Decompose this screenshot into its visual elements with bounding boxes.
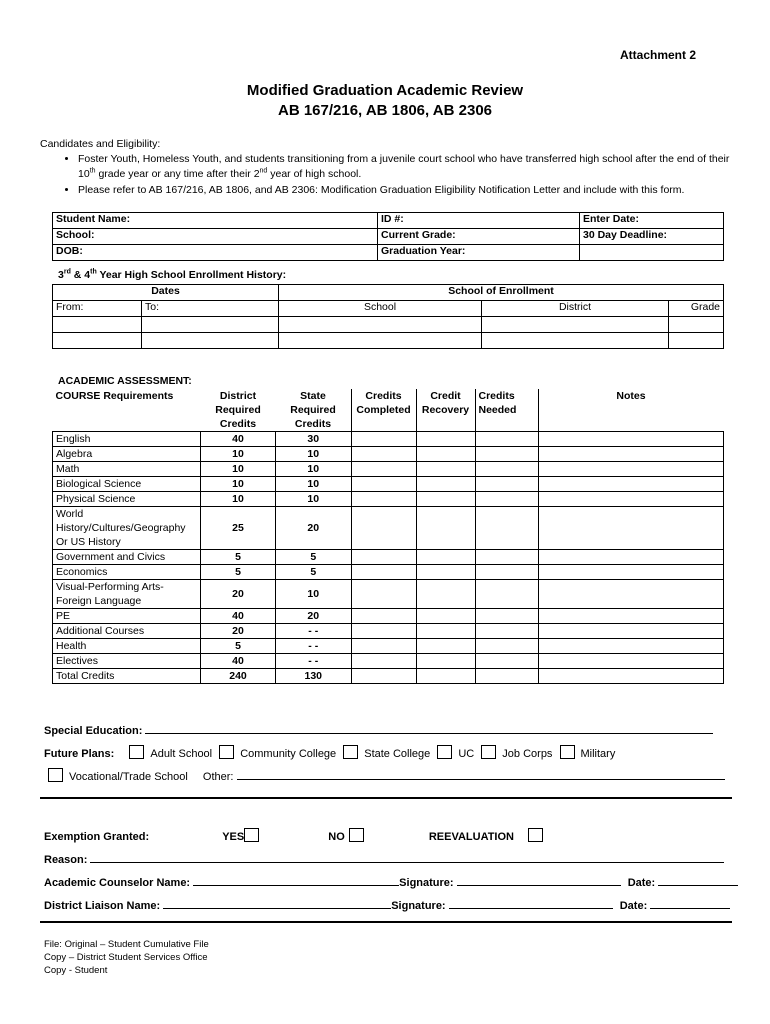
- academic-title: ACADEMIC ASSESSMENT:: [58, 375, 192, 387]
- enrollment-row[interactable]: [53, 333, 724, 349]
- notes-cell[interactable]: [538, 492, 724, 507]
- credits-completed-cell[interactable]: [351, 550, 416, 565]
- course-name: Economics: [53, 565, 201, 580]
- credit-recovery-cell[interactable]: [416, 550, 475, 565]
- enrollment-row[interactable]: [53, 317, 724, 333]
- course-row: [53, 609, 724, 624]
- student-info-table: [52, 212, 724, 261]
- district-credits: 10: [201, 492, 276, 507]
- school-field[interactable]: School:: [53, 229, 378, 245]
- credits-needed-cell[interactable]: [475, 462, 538, 477]
- credit-recovery-cell[interactable]: [416, 565, 475, 580]
- form-title: Modified Graduation Academic Review: [246, 82, 524, 99]
- attachment-label: Attachment 2: [620, 48, 697, 62]
- special-education-input[interactable]: [145, 722, 713, 734]
- notes-header: Notes: [538, 389, 724, 432]
- course-name: Math: [53, 462, 201, 477]
- notes-cell[interactable]: [538, 477, 724, 492]
- vocational-checkbox[interactable]: [48, 768, 63, 782]
- credits-needed-cell[interactable]: [475, 477, 538, 492]
- notes-cell[interactable]: [538, 432, 724, 447]
- footer-line: Copy - Student: [44, 965, 108, 976]
- course-name: Health: [53, 639, 201, 654]
- reevaluation-checkbox[interactable]: [528, 828, 543, 842]
- enrollment-title: 3rd & 4th Year High School Enrollment History:: [58, 268, 287, 281]
- reason-line: Reason:: [44, 851, 724, 866]
- counselor-line: Academic Counselor Name: Signature: Date:: [44, 874, 738, 889]
- credit-recovery-cell[interactable]: [416, 609, 475, 624]
- liaison-date-input[interactable]: [650, 897, 730, 909]
- credits-needed-cell[interactable]: [475, 507, 538, 550]
- course-name: Algebra: [53, 447, 201, 462]
- course-name: Additional Courses: [53, 624, 201, 639]
- graduation-year-field[interactable]: Graduation Year:: [378, 245, 580, 261]
- course-row: [53, 550, 724, 565]
- credits-completed-cell[interactable]: [351, 580, 416, 609]
- credit-recovery-cell[interactable]: [416, 492, 475, 507]
- district-credits: 40: [201, 609, 276, 624]
- state-credits: 5: [276, 565, 352, 580]
- other-input[interactable]: [237, 768, 725, 780]
- credits-completed-cell[interactable]: [351, 609, 416, 624]
- uc-checkbox[interactable]: [437, 745, 452, 759]
- no-checkbox[interactable]: [349, 828, 364, 842]
- course-row: [53, 624, 724, 639]
- course-row: [53, 462, 724, 477]
- credits-completed-cell[interactable]: [351, 447, 416, 462]
- counselor-signature-input[interactable]: [457, 874, 621, 886]
- credits-completed-cell[interactable]: [351, 624, 416, 639]
- notes-cell[interactable]: [538, 507, 724, 550]
- course-header: COURSE Requirements: [55, 390, 174, 402]
- credits-completed-cell[interactable]: [351, 654, 416, 669]
- credit-recovery-cell[interactable]: [416, 462, 475, 477]
- state-credits: 5: [276, 550, 352, 565]
- deadline-field[interactable]: 30 Day Deadline:: [580, 229, 724, 245]
- course-row: [53, 477, 724, 492]
- district-credits-header: District Required Credits: [215, 390, 261, 430]
- notes-cell[interactable]: [538, 550, 724, 565]
- credits-needed-cell[interactable]: [475, 609, 538, 624]
- form-subtitle: AB 167/216, AB 1806, AB 2306: [277, 102, 492, 119]
- state-credits: 30: [276, 432, 352, 447]
- course-row: [53, 492, 724, 507]
- credit-recovery-cell[interactable]: [416, 580, 475, 609]
- credits-completed-cell[interactable]: [351, 565, 416, 580]
- enter-date-field[interactable]: Enter Date:: [580, 213, 724, 229]
- credit-recovery-cell[interactable]: [416, 477, 475, 492]
- credits-completed-cell[interactable]: [351, 462, 416, 477]
- credits-needed-cell[interactable]: [475, 639, 538, 654]
- counselor-name-input[interactable]: [193, 874, 399, 886]
- state-credits-header: State Required Credits: [290, 390, 336, 430]
- credits-needed-header: Credits Needed: [475, 389, 538, 432]
- notes-cell[interactable]: [538, 565, 724, 580]
- district-credits: 20: [201, 624, 276, 639]
- course-row: [53, 580, 724, 609]
- credit-recovery-cell[interactable]: [416, 669, 475, 684]
- credits-needed-cell[interactable]: [475, 669, 538, 684]
- district-credits: 25: [201, 507, 276, 550]
- divider: [40, 797, 732, 799]
- job-corps-checkbox[interactable]: [481, 745, 496, 759]
- notes-cell[interactable]: [538, 639, 724, 654]
- footer-line: File: Original – Student Cumulative File: [44, 939, 209, 950]
- state-credits: 10: [276, 447, 352, 462]
- credits-completed-cell[interactable]: [351, 639, 416, 654]
- course-row: [53, 565, 724, 580]
- credit-recovery-cell[interactable]: [416, 624, 475, 639]
- state-college-checkbox[interactable]: [343, 745, 358, 759]
- reason-input[interactable]: [90, 851, 724, 863]
- future-plans-row: Future Plans: Adult School Community College State College UC Job Corps Military: [44, 745, 615, 760]
- district-credits: 10: [201, 447, 276, 462]
- footer-line: Copy – District Student Services Office: [44, 952, 208, 963]
- from-header: From:: [53, 301, 142, 317]
- district-credits: 5: [201, 550, 276, 565]
- special-education-line[interactable]: Special Education:: [44, 722, 713, 737]
- district-credits: 20: [201, 580, 276, 609]
- community-college-checkbox[interactable]: [219, 745, 234, 759]
- id-field[interactable]: ID #:: [378, 213, 580, 229]
- credit-recovery-cell[interactable]: [416, 654, 475, 669]
- notes-cell[interactable]: [538, 447, 724, 462]
- course-name: World History/Cultures/Geography Or US History: [53, 507, 201, 550]
- school-enrollment-header: School of Enrollment: [279, 285, 724, 301]
- state-credits: 10: [276, 580, 352, 609]
- eligibility-list: [60, 152, 738, 199]
- district-credits: 240: [201, 669, 276, 684]
- credits-completed-cell[interactable]: [351, 492, 416, 507]
- credit-recovery-cell[interactable]: [416, 507, 475, 550]
- enrollment-table: [52, 284, 724, 349]
- liaison-line: District Liaison Name: Signature: Date:: [44, 897, 730, 912]
- credits-needed-cell[interactable]: [475, 492, 538, 507]
- credits-completed-cell[interactable]: [351, 432, 416, 447]
- notes-cell[interactable]: [538, 624, 724, 639]
- credits-completed-header: Credits Completed: [351, 389, 416, 432]
- state-credits: - -: [276, 639, 352, 654]
- district-credits: 40: [201, 432, 276, 447]
- district-credits: 5: [201, 565, 276, 580]
- course-row: [53, 639, 724, 654]
- state-credits: 130: [276, 669, 352, 684]
- course-row: [53, 654, 724, 669]
- credits-needed-cell[interactable]: [475, 565, 538, 580]
- military-checkbox[interactable]: [560, 745, 575, 759]
- adult-school-checkbox[interactable]: [129, 745, 144, 759]
- notes-cell[interactable]: [538, 580, 724, 609]
- course-row: [53, 507, 724, 550]
- state-credits: - -: [276, 624, 352, 639]
- course-name: Biological Science: [53, 477, 201, 492]
- liaison-signature-input[interactable]: [449, 897, 613, 909]
- candidates-heading: Candidates and Eligibility:: [40, 138, 161, 150]
- credits-completed-cell[interactable]: [351, 507, 416, 550]
- credits-needed-cell[interactable]: [475, 654, 538, 669]
- course-name: Visual-Performing Arts-Foreign Language: [53, 580, 201, 609]
- yes-checkbox[interactable]: [244, 828, 259, 842]
- liaison-name-input[interactable]: [163, 897, 391, 909]
- course-row: [53, 432, 724, 447]
- state-credits: 20: [276, 507, 352, 550]
- course-name: Physical Science: [53, 492, 201, 507]
- current-grade-field[interactable]: Current Grade:: [378, 229, 580, 245]
- credit-recovery-cell[interactable]: [416, 432, 475, 447]
- state-credits: - -: [276, 654, 352, 669]
- notes-cell[interactable]: [538, 669, 724, 684]
- credits-needed-cell[interactable]: [475, 580, 538, 609]
- state-credits: 10: [276, 462, 352, 477]
- notes-cell[interactable]: [538, 462, 724, 477]
- student-name-field[interactable]: Student Name:: [53, 213, 378, 229]
- divider: [40, 921, 732, 923]
- credits-needed-cell[interactable]: [475, 624, 538, 639]
- credits-needed-cell[interactable]: [475, 447, 538, 462]
- course-name: PE: [53, 609, 201, 624]
- blank-cell: [580, 245, 724, 261]
- state-credits: 10: [276, 477, 352, 492]
- state-credits: 10: [276, 492, 352, 507]
- credits-needed-cell[interactable]: [475, 550, 538, 565]
- academic-table: [52, 389, 724, 684]
- eligibility-item: • Foster Youth, Homeless Youth, and students transitioning from a juvenile court school who have transferred high school after the end of their 10th grade year or any time after their 2nd year of high school.: [78, 152, 738, 182]
- to-header: To:: [142, 301, 279, 317]
- district-header: District: [482, 301, 669, 317]
- course-name: Government and Civics: [53, 550, 201, 565]
- state-credits: 20: [276, 609, 352, 624]
- credit-recovery-cell[interactable]: [416, 447, 475, 462]
- eligibility-item: • Please refer to AB 167/216, AB 1806, and AB 2306: Modification Graduation Eligibility Notification Letter and include with this form.: [78, 183, 738, 198]
- credits-completed-cell[interactable]: [351, 669, 416, 684]
- course-name: Electives: [53, 654, 201, 669]
- course-name: Total Credits: [53, 669, 201, 684]
- exemption-row: Exemption Granted: YES NO REEVALUATION: [44, 828, 549, 843]
- course-row: [53, 669, 724, 684]
- district-credits: 5: [201, 639, 276, 654]
- course-name: English: [53, 432, 201, 447]
- district-credits: 10: [201, 477, 276, 492]
- district-credits: 10: [201, 462, 276, 477]
- dob-field[interactable]: DOB:: [53, 245, 378, 261]
- school-header: School: [279, 301, 482, 317]
- dates-header: Dates: [53, 285, 279, 301]
- credits-completed-cell[interactable]: [351, 477, 416, 492]
- notes-cell[interactable]: [538, 609, 724, 624]
- notes-cell[interactable]: [538, 654, 724, 669]
- counselor-date-input[interactable]: [658, 874, 738, 886]
- district-credits: 40: [201, 654, 276, 669]
- grade-header: Grade: [669, 301, 724, 317]
- credits-needed-cell[interactable]: [475, 432, 538, 447]
- credit-recovery-header: Credit Recovery: [416, 389, 475, 432]
- credit-recovery-cell[interactable]: [416, 639, 475, 654]
- course-row: [53, 447, 724, 462]
- future-plans-row-2: Vocational/Trade School Other:: [44, 768, 725, 783]
